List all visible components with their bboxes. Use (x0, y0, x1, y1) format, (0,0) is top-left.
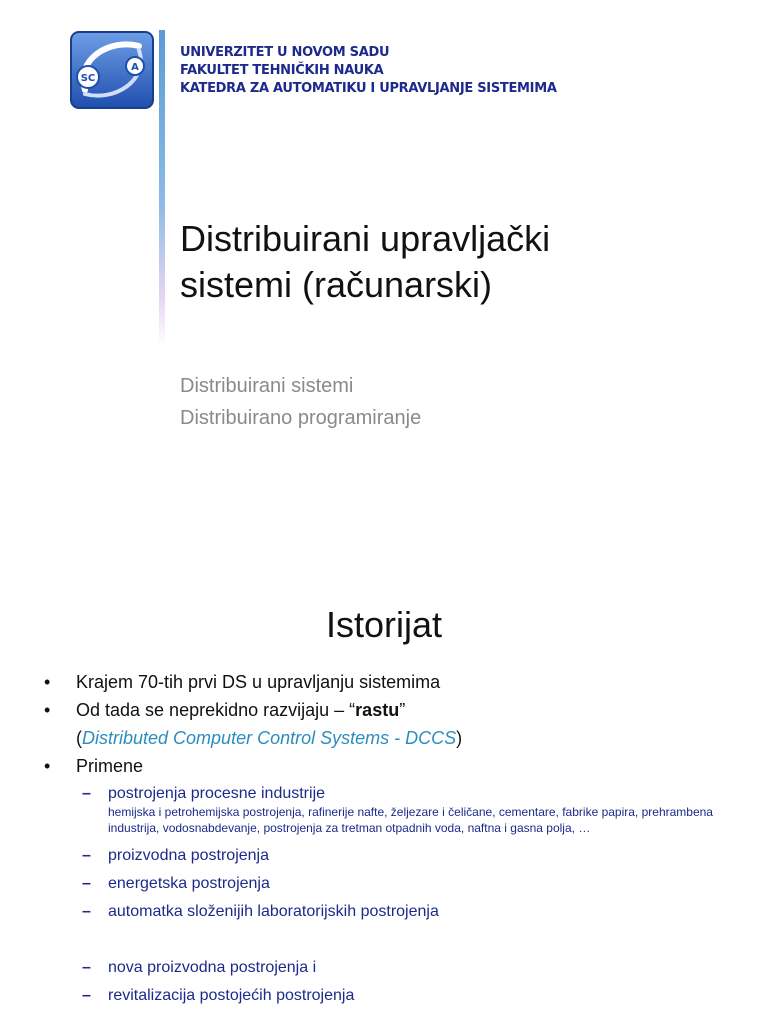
bullet-continuation (76, 724, 738, 752)
bullet-text: Primene (76, 756, 144, 776)
institution-line: KATEDRA ZA AUTOMATIKU I UPRAVLJANJE SISTEMIMA (180, 81, 557, 96)
bullet-marker: • (44, 756, 51, 776)
dash-marker: – (82, 847, 91, 864)
slide-istorijat (0, 560, 768, 1024)
accent-bar (159, 30, 165, 346)
text-fragment: ( (76, 728, 82, 748)
title-line: Distribuirani upravljački (180, 218, 551, 259)
sub-item-detail: hemijska i petrohemijska postrojenja, rafinerije nafte, željezare i čeličane, cementare, fabrike papira, prehrambena industrija, vodosnabdevanje, postrojenja za tretman otpadnih voda, naftna i gasna polja, … (108, 805, 713, 835)
sub-item (44, 842, 738, 870)
dash-marker: – (82, 875, 91, 892)
sub-item (44, 982, 738, 1010)
dash-marker: – (82, 903, 91, 920)
dash-marker: – (82, 987, 91, 1004)
sub-item-text: revitalizacija postojećih postrojenja (108, 987, 355, 1004)
university-logo-icon (69, 30, 155, 110)
sub-item-text: proizvodna postrojenja (108, 847, 269, 864)
bullet-list (44, 668, 738, 1010)
logo-text-a: A (131, 62, 139, 73)
bullet-item (44, 752, 738, 780)
sub-item (44, 898, 738, 926)
dash-marker: – (82, 959, 91, 976)
sub-item-text: postrojenja procesne industrije (108, 785, 326, 802)
institution-line: FAKULTET TEHNIČKIH NAUKA (180, 63, 384, 78)
bullet-marker: • (44, 700, 51, 720)
bold-text: rastu (355, 700, 400, 720)
bullet-item (44, 668, 738, 696)
dccs-term: Distributed Computer Control Systems - DCCS (82, 728, 457, 748)
sub-item (44, 780, 738, 836)
slide-title-text (180, 216, 740, 308)
sub-item-text: automatka složenijih laboratorijskih postrojenja (108, 903, 439, 920)
subtitle-item: Distribuirano programiranje (180, 407, 422, 429)
bullet-marker: • (44, 672, 51, 692)
bullet-text (76, 700, 405, 720)
institution-block (180, 44, 557, 98)
bullet-item (44, 696, 738, 752)
sub-item-text: nova proizvodna postrojenja i (108, 959, 317, 976)
institution-line: UNIVERZITET U NOVOM SADU (180, 45, 390, 60)
sub-item (44, 870, 738, 898)
title-line: sistemi (računarski) (180, 264, 493, 305)
text-fragment: Od tada se neprekidno razvijaju – “ (76, 700, 356, 720)
text-fragment: ” (399, 700, 406, 720)
bullet-text: Krajem 70-tih prvi DS u upravljanju sistemima (76, 672, 441, 692)
subtitle-list (180, 370, 421, 434)
sub-item-text: energetska postrojenja (108, 875, 270, 892)
text-fragment: ) (456, 728, 463, 748)
subtitle-item: Distribuirani sistemi (180, 375, 354, 397)
logo-text-sc: SC (80, 73, 96, 84)
spacer (44, 926, 738, 954)
sub-item (44, 954, 738, 982)
dash-marker: – (82, 785, 91, 802)
slide-heading: Istorijat (325, 604, 443, 645)
